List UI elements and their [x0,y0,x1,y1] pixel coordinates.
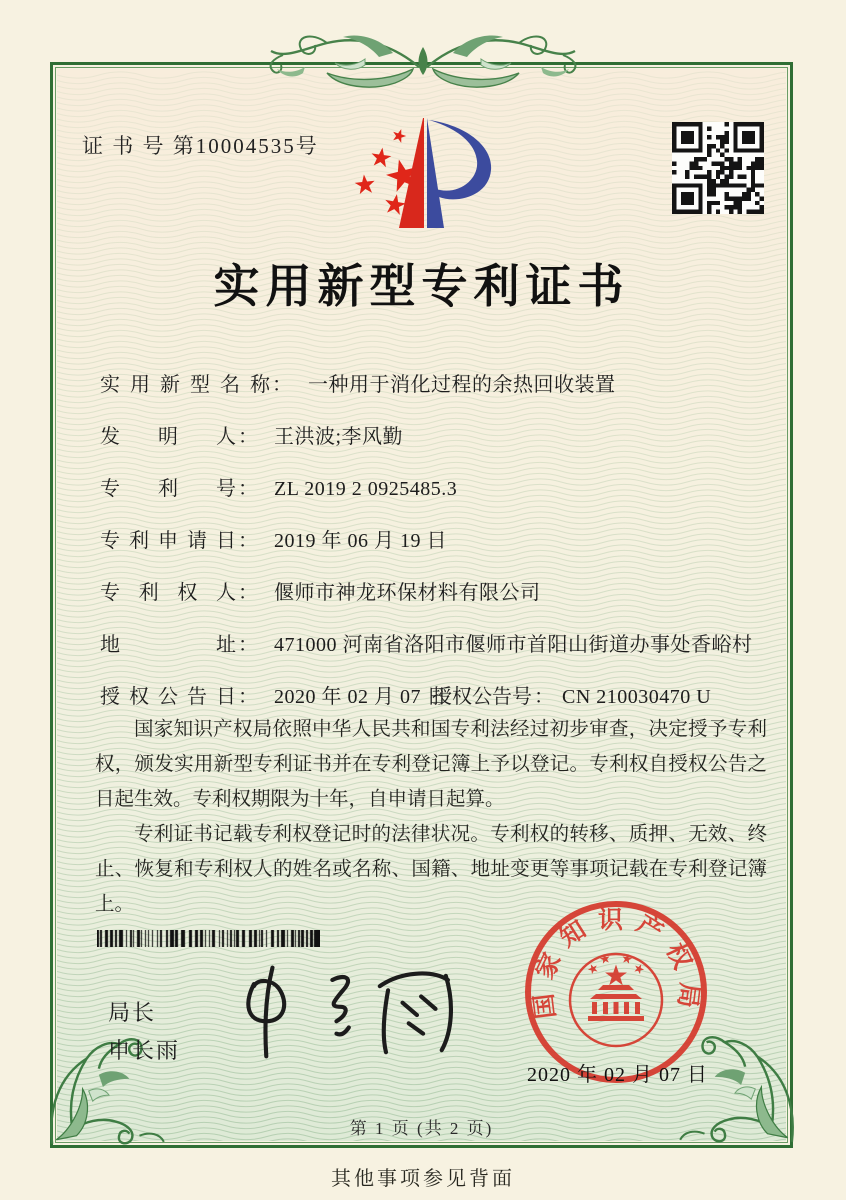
field-label: 授权公告号 [432,686,532,708]
field-row-filing-date: 专利申请日 ： 2019 年 06 月 19 日 [100,524,447,553]
page-number: 第 1 页 (共 2 页) [349,1119,494,1138]
field-label: 授权公告日 [100,686,236,708]
field-value: CN 210030470 U [562,686,712,708]
field-row-grant-date: 授权公告日 ： 2020 年 02 月 07 日 [100,680,447,709]
field-row-address: 地址 ： 471000 河南省洛阳市偃师市首阳山街道办事处香峪村 [100,628,753,657]
back-side-note: 其他事项参见背面 [331,1168,515,1190]
field-label: 发明人 [100,426,236,448]
field-label: 实用新型名称 [100,374,270,396]
field-value: 偃师市神龙环保材料有限公司 [274,582,541,604]
field-label: 地址 [100,634,236,656]
legal-paragraph-2: 专利证书记载专利权登记时的法律状况。专利权的转移、质押、无效、终止、恢复和专利权人的姓名或名称、国籍、地址变更等事项记载在专利登记簿上。 [95,824,767,915]
field-row-inventor: 发明人 ： 王洪波;李风勤 [100,420,403,449]
field-value: 2019 年 06 月 19 日 [274,530,447,552]
director-signature-autograph [225,958,483,1068]
national-emblem-icon [570,953,662,1046]
barcode [97,930,320,947]
field-value: 2020 年 02 月 07 日 [274,686,447,708]
field-value: 一种用于消化过程的余热回收装置 [308,374,616,396]
cnipa-logo-icon [343,106,521,238]
logo-p-bowl [429,120,491,199]
logo-blue-wedge [427,118,444,228]
seal-date: 2020 年 02 月 07 日 [527,1064,708,1086]
seal-arc-text: 国家知识产权局 [529,906,703,1021]
field-row-grant-number: 授权公告号 ： CN 210030470 U [432,686,712,708]
field-label: 专利申请日 [100,530,236,552]
legal-text [95,712,767,922]
field-label: 专利权人 [100,582,236,604]
certificate-number: 证 书 号 第10004535号 [82,134,319,158]
field-value: 471000 河南省洛阳市偃师市首阳山街道办事处香峪村 [274,634,753,656]
field-row-patent-number: 专利号 ： ZL 2019 2 0925485.3 [100,472,457,501]
director-name: 申长雨 [108,1038,181,1063]
director-role-label: 局长 [108,1000,157,1025]
field-value: ZL 2019 2 0925485.3 [274,478,458,500]
field-value: 王洪波;李风勤 [274,426,404,448]
field-row-name: 实用新型名称 ： 一种用于消化过程的余热回收装置 [100,368,616,397]
legal-paragraph-1: 国家知识产权局依照中华人民共和国专利法经过初步审查，决定授予专利权，颁发实用新型专利证书并在专利登记簿上予以登记。专利权自授权公告之日起生效。专利权期限为十年，自申请日起算。 [95,719,767,810]
field-label: 专利号 [100,478,236,500]
certificate-title: 实用新型专利证书 [213,261,630,312]
field-row-patentee: 专利权人 ： 偃师市神龙环保材料有限公司 [100,576,541,605]
qr-code [672,122,764,214]
